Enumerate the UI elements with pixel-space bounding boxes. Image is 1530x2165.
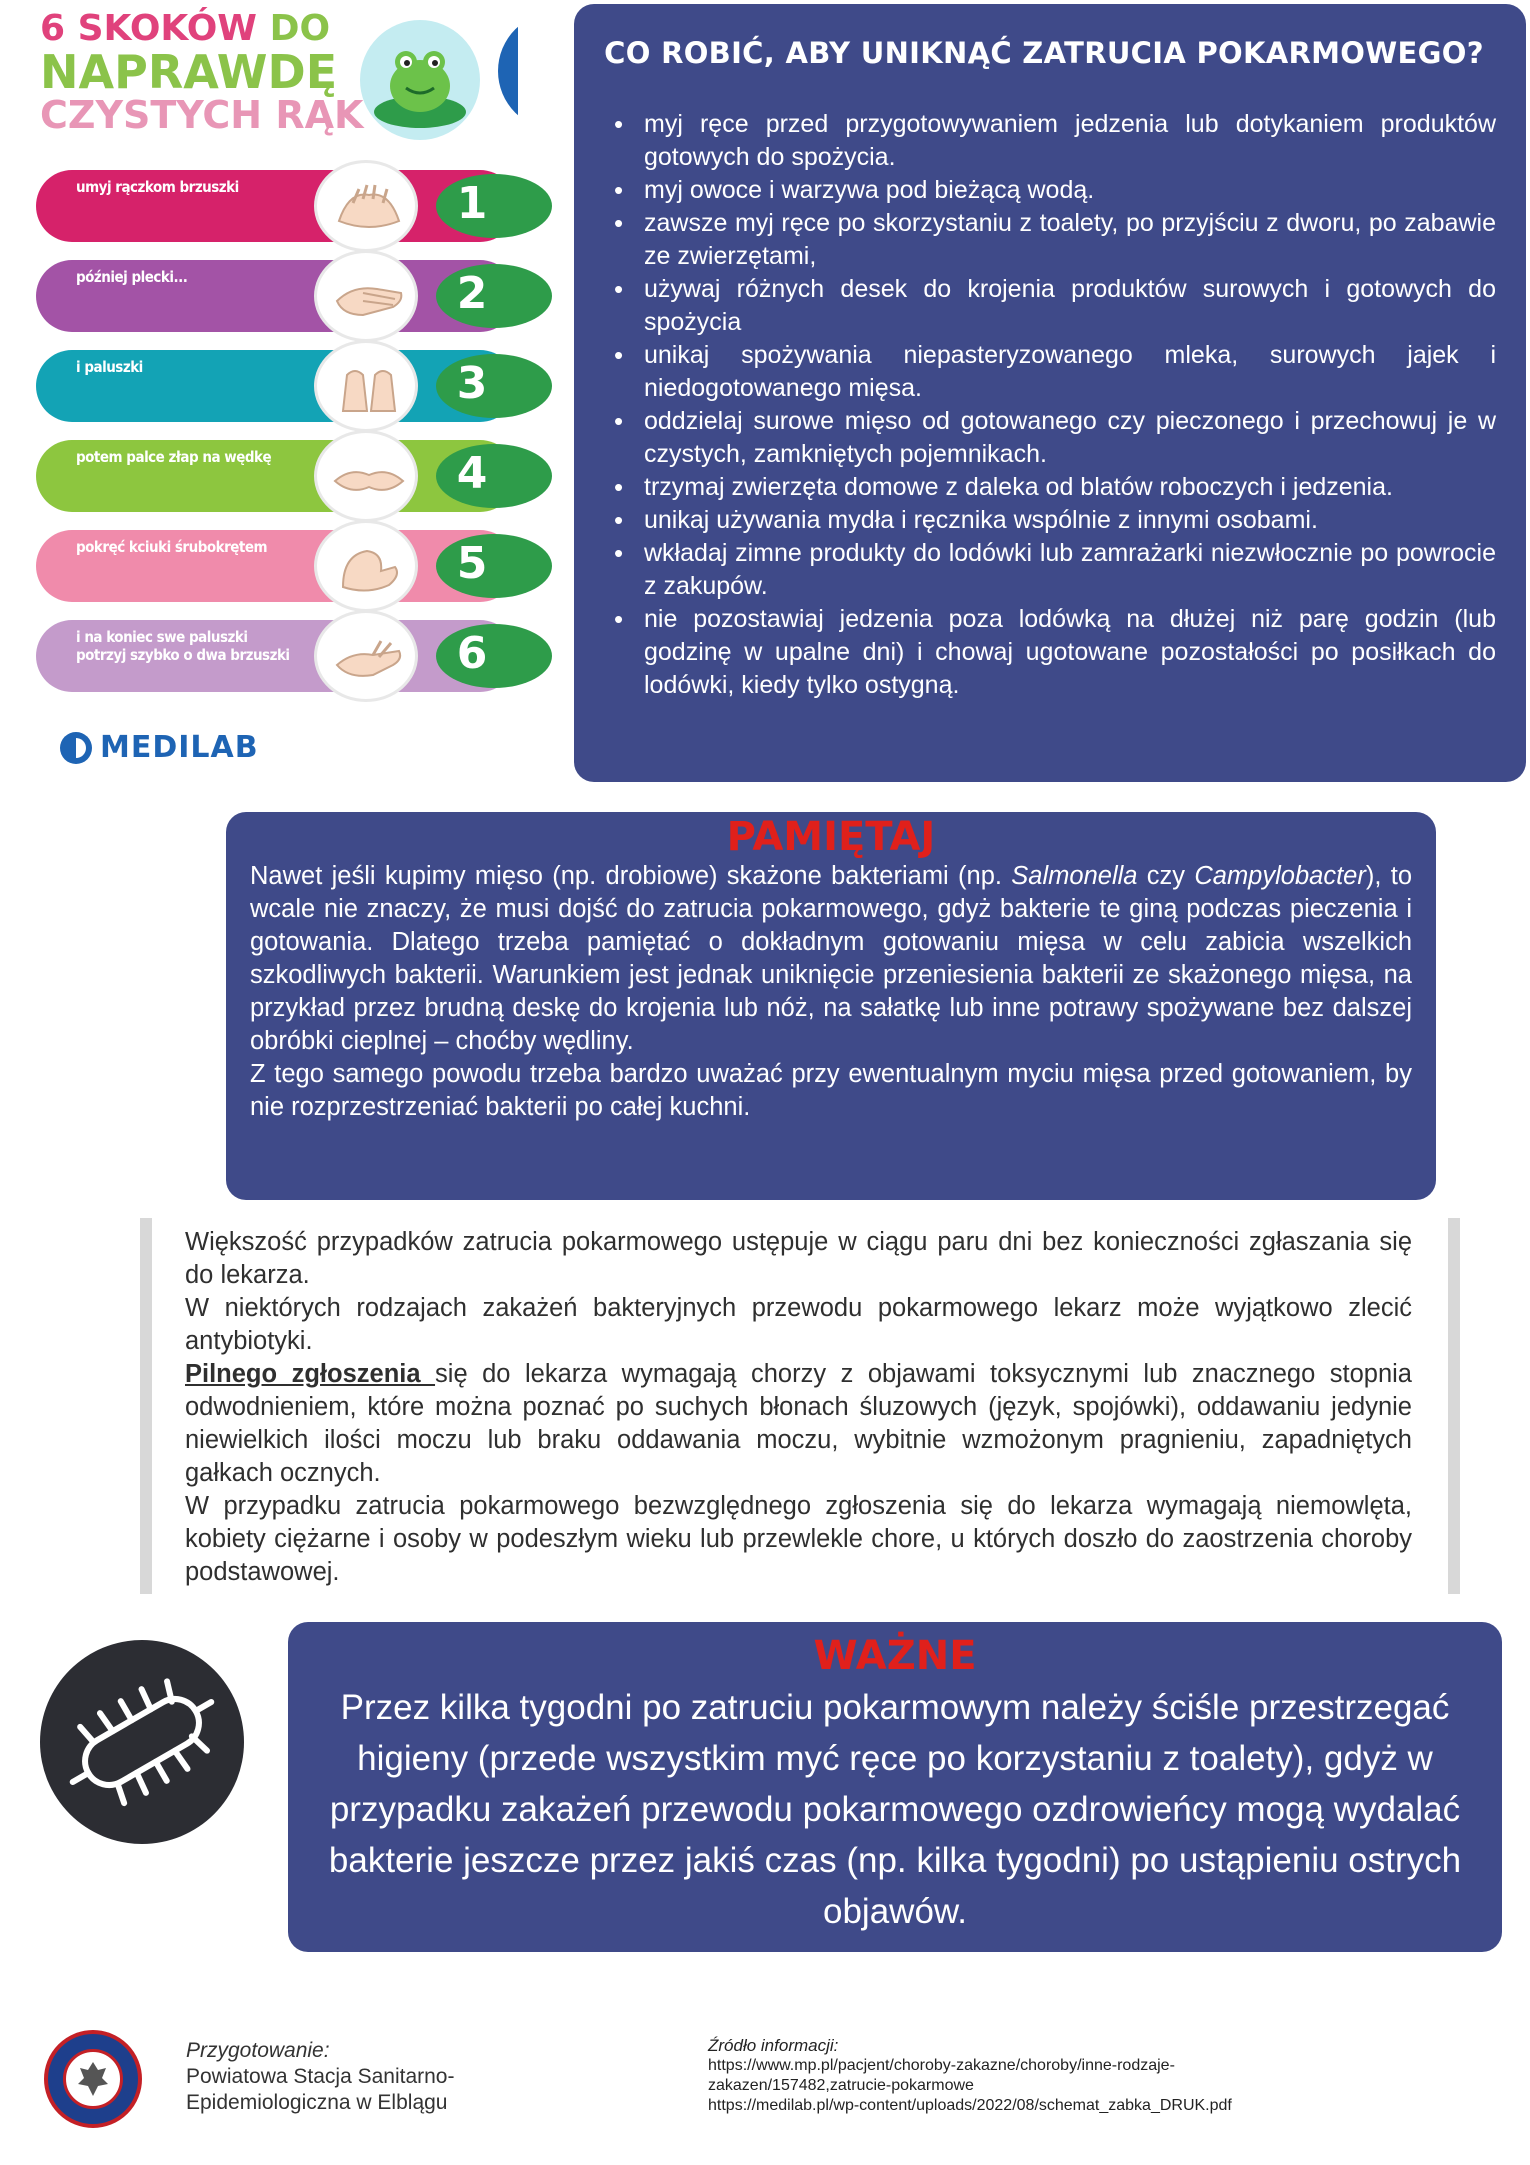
source-label: Źródło informacji: — [708, 2036, 839, 2055]
list-item: • trzymaj zwierzęta domowe z daleka od blatów roboczych i jedzenia. — [614, 471, 1496, 504]
lilypad-icon — [436, 174, 552, 238]
info-section — [140, 1218, 1460, 1594]
step-label: pokręć kciuki śrubokrętem — [76, 538, 268, 556]
hands-icon — [314, 160, 418, 252]
handwashing-title — [40, 10, 363, 136]
medilab-logo-icon — [60, 732, 92, 764]
list-item: • myj ręce przed przygotowywaniem jedzenia lub dotykaniem produktów gotowych do spożycia. — [614, 108, 1496, 174]
remember-paragraph-2: Z tego samego powodu trzeba bardzo uważać przy ewentualnym myciu mięsa przed gotowaniem, by nie rozprzestrzeniać bakterii po całej kuchni. — [250, 1060, 1412, 1121]
step-label: i paluszki — [76, 358, 143, 376]
list-item: • myj owoce i warzywa pod bieżącą wodą. — [614, 174, 1496, 207]
step-4 — [36, 430, 556, 518]
info-paragraph-3: Pilnego zgłoszenia się do lekarza wymagają chorzy z objawami toksycznymi lub znacznego stopnia odwodnieniem, które można poznać po suchych błonach śluzowych (język, spojówki), oddawaniu jedynie niewielkich ilości moczu lub braku oddawania moczu, wybitnie wzmożonym pragnieniu, zapadniętych gałkach ocznych. — [185, 1360, 1412, 1487]
step-6 — [36, 610, 556, 698]
handwashing-poster — [20, 0, 560, 780]
sanepid-emblem-icon — [44, 2030, 142, 2128]
remember-box — [226, 812, 1436, 1200]
bacteria-icon — [40, 1640, 244, 1844]
decorative-arc — [498, 12, 568, 130]
info-paragraph-4: W przypadku zatrucia pokarmowego bezwzględnego zgłoszenia się do lekarza wymagają niemowlęta, kobiety ciężarne i osoby w podeszłym wieku lub przewlekle chore, u których doszło do zaostrzenia choroby podstawowej. — [185, 1492, 1412, 1586]
step-label: i na koniec swe paluszki potrzyj szybko o dwa brzuszki — [76, 628, 290, 664]
prepared-line-2: Epidemiologiczna w Elblągu — [186, 2091, 448, 2114]
prevention-title: CO ROBIĆ, ABY UNIKNĄĆ ZATRUCIA POKARMOWEGO? — [604, 36, 1484, 70]
prepared-label: Przygotowanie: — [186, 2039, 330, 2062]
list-item: • wkładaj zimne produkty do lodówki lub zamrażarki niezwłocznie po powrocie z zakupów. — [614, 537, 1496, 603]
important-box — [288, 1622, 1502, 1952]
step-3 — [36, 340, 556, 428]
list-item: • zawsze myj ręce po skorzystaniu z toalety, po przyjściu z dworu, po zabawie ze zwierzętami, — [614, 207, 1496, 273]
lilypad-icon — [436, 624, 552, 688]
step-number: 4 — [456, 448, 488, 499]
source-info — [708, 2036, 1232, 2116]
step-number: 2 — [456, 268, 488, 319]
step-label: później plecki... — [76, 268, 188, 286]
campylobacter-term: Campylobacter — [1194, 862, 1366, 890]
hands-icon — [314, 250, 418, 342]
hands-icon — [314, 520, 418, 612]
title-line-3: CZYSTYCH RĄK — [40, 93, 364, 138]
info-paragraph-2: W niektórych rodzajach zakażeń bakteryjnych przewodu pokarmowego lekarz może wyjątkowo zlecić antybiotyki. — [185, 1294, 1412, 1355]
list-item: • unikaj spożywania niepasteryzowanego mleka, surowych jajek i niedogotowanego mięsa. — [614, 339, 1496, 405]
remember-paragraph-1: Nawet jeśli kupimy mięso (np. drobiowe) skażone bakteriami (np. Salmonella czy Campylobacter), to wcale nie znaczy, że musi dojść do zatrucia pokarmowego, gdyż bakterie te giną podczas pieczenia i gotowania. Dlatego trzeba pamiętać o dokładnym gotowaniu mięsa w celu zabicia wszelkich szkodliwych bakterii. Warunkiem jest jednak uniknięcie przeniesienia bakterii ze skażonego mięsa, na przykład przez brudną deskę do krojenia lub nóż, na sałatkę lub inne potrawy spożywane bez dalszej obróbki cieplnej – choćby wędliny. — [250, 862, 1413, 1055]
step-2 — [36, 250, 556, 338]
lilypad-icon — [436, 264, 552, 328]
step-number: 1 — [456, 178, 488, 229]
medilab-logo — [60, 730, 259, 765]
lilypad-icon — [436, 534, 552, 598]
step-label: umyj rączkom brzuszki — [76, 178, 239, 196]
prepared-by — [186, 2038, 454, 2116]
prevention-box — [574, 4, 1526, 782]
list-item: • używaj różnych desek do krojenia produktów surowych i gotowych do spożycia — [614, 273, 1496, 339]
frog-icon — [360, 20, 480, 140]
prepared-line-1: Powiatowa Stacja Sanitarno- — [186, 2065, 455, 2088]
step-label: potem palce złap na wędkę — [76, 448, 272, 466]
source-url-line: https://www.mp.pl/pacjent/choroby-zakazne/choroby/inne-rodzaje- — [708, 2057, 1175, 2074]
step-1 — [36, 160, 556, 248]
salmonella-term: Salmonella — [1011, 862, 1138, 890]
info-paragraph-1: Większość przypadków zatrucia pokarmowego ustępuje w ciągu paru dni bez konieczności zgłaszania się do lekarza. — [185, 1228, 1412, 1289]
left-rule — [140, 1218, 152, 1594]
step-number: 6 — [456, 628, 488, 679]
step-number: 5 — [456, 538, 488, 589]
source-url-line: https://medilab.pl/wp-content/uploads/2022/08/schemat_zabka_DRUK.pdf — [708, 2097, 1232, 2114]
list-item: • oddzielaj surowe mięso od gotowanego czy pieczonego i przechowuj je w czystych, zamkniętych pojemnikach. — [614, 405, 1496, 471]
title-do: DO — [269, 8, 331, 49]
step-number: 3 — [456, 358, 488, 409]
hands-icon — [314, 340, 418, 432]
hands-icon — [314, 610, 418, 702]
list-item: • nie pozostawiaj jedzenia poza lodówką na dłużej niż parę godzin (lub godzinę w upalne dni) i chowaj ugotowane pozostałości po posiłkach do lodówki, kiedy tylko ostygną. — [614, 603, 1496, 702]
medilab-wordmark: MEDILAB — [100, 730, 259, 765]
remember-heading: PAMIĘTAJ — [726, 814, 936, 860]
right-rule — [1448, 1218, 1460, 1594]
source-url-line: zakazen/157482,zatrucie-pokarmowe — [708, 2077, 974, 2094]
title-number: 6 — [40, 8, 66, 49]
list-item: • unikaj używania mydła i ręcznika wspólnie z innymi osobami. — [614, 504, 1496, 537]
prevention-list — [592, 108, 1496, 702]
lilypad-icon — [436, 444, 552, 508]
title-skokow: SKOKÓW — [77, 8, 258, 49]
urgent-term: Pilnego zgłoszenia — [185, 1360, 436, 1388]
hands-icon — [314, 430, 418, 522]
step-5 — [36, 520, 556, 608]
title-line-2: NAPRAWDĘ — [40, 44, 338, 99]
important-text: Przez kilka tygodni po zatruciu pokarmowym należy ściśle przestrzegać higieny (przede wszystkim myć ręce po korzystaniu z toalety), gdyż w przypadku zakażeń przewodu pokarmowego ozdrowieńcy mogą wydalać bakterie jeszcze przez jakiś czas (np. kilka tygodni) po ustąpieniu ostrych objawów. — [328, 1688, 1462, 1931]
lilypad-icon — [436, 354, 552, 418]
important-heading: WAŻNE — [813, 1633, 977, 1679]
